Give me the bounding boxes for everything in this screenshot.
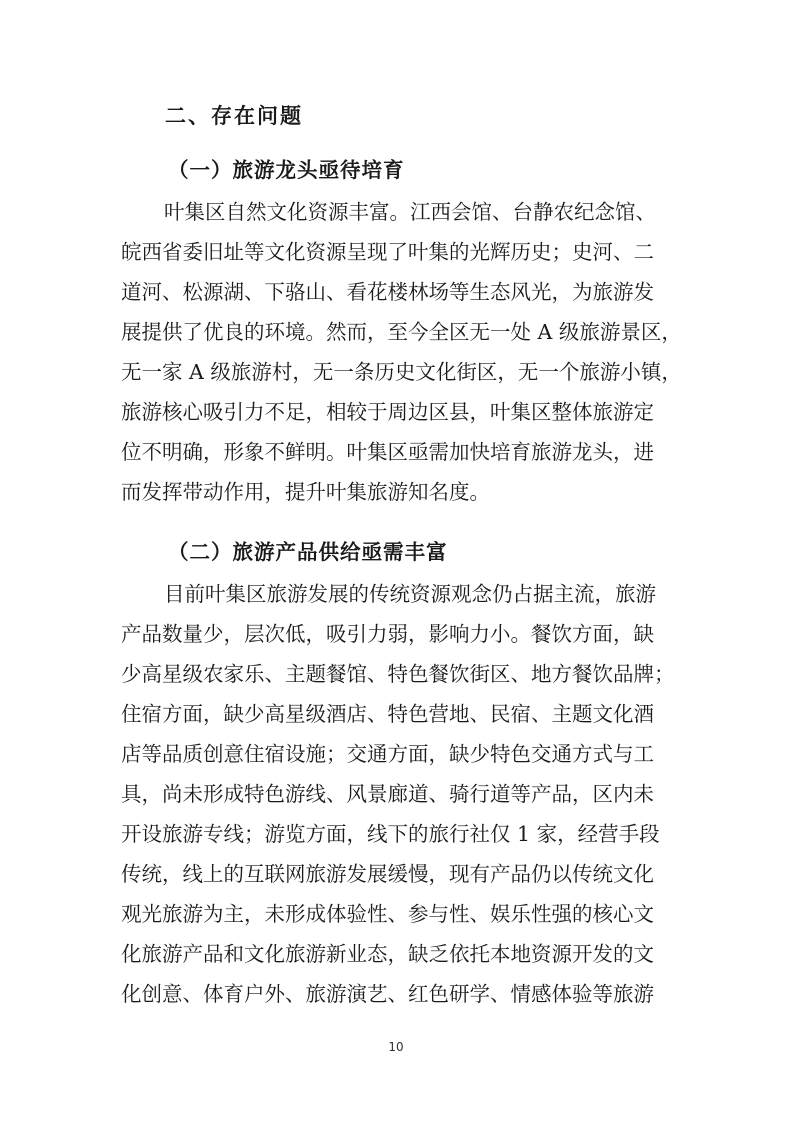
paragraph-line: 位不明确，形象不鲜明。叶集区亟需加快培育旅游龙头，进 xyxy=(121,440,654,464)
paragraph-line: 住宿方面，缺少高星级酒店、特色营地、民宿、主题文化酒 xyxy=(121,702,654,726)
paragraph-line: 开设旅游专线；游览方面，线下的旅行社仅 1 家，经营手段 xyxy=(121,822,660,846)
subsection-heading-1: （一）旅游龙头亟待培育 xyxy=(168,158,405,182)
paragraph-line: 店等品质创意住宿设施；交通方面，缺少特色交通方式与工 xyxy=(121,742,654,766)
paragraph-line: 少高星级农家乐、主题餐馆、特色餐饮街区、地方餐饮品牌； xyxy=(121,662,675,686)
paragraph-line: 皖西省委旧址等文化资源呈现了叶集的光辉历史；史河、二 xyxy=(121,240,654,264)
paragraph-line: 化创意、体育户外、旅游演艺、红色研学、情感体验等旅游 xyxy=(121,982,654,1006)
paragraph-line: 产品数量少，层次低，吸引力弱，影响力小。餐饮方面，缺 xyxy=(121,622,654,646)
paragraph-line: 道河、松源湖、下骆山、看花楼林场等生态风光，为旅游发 xyxy=(121,280,654,304)
paragraph-line: 化旅游产品和文化旅游新业态，缺乏依托本地资源开发的文 xyxy=(121,942,654,966)
paragraph-line: 展提供了优良的环境。然而，至今全区无一处 A 级旅游景区， xyxy=(121,320,682,344)
subsection-heading-2: （二）旅游产品供给亟需丰富 xyxy=(168,540,448,564)
paragraph-line: 目前叶集区旅游发展的传统资源观念仍占据主流，旅游 xyxy=(164,582,656,606)
paragraph-line: 无一家 A 级旅游村，无一条历史文化街区，无一个旅游小镇， xyxy=(121,360,682,384)
paragraph-line: 叶集区自然文化资源丰富。江西会馆、台静农纪念馆、 xyxy=(164,200,656,224)
paragraph-line: 而发挥带动作用，提升叶集旅游知名度。 xyxy=(121,480,490,504)
paragraph-line: 观光旅游为主，未形成体验性、参与性、娱乐性强的核心文 xyxy=(121,902,654,926)
paragraph-line: 旅游核心吸引力不足，相较于周边区县，叶集区整体旅游定 xyxy=(121,400,654,424)
section-heading: 二、存在问题 xyxy=(165,104,303,128)
paragraph-line: 具，尚未形成特色游线、风景廊道、骑行道等产品，区内未 xyxy=(121,782,654,806)
paragraph-line: 传统，线上的互联网旅游发展缓慢，现有产品仍以传统文化 xyxy=(121,862,654,886)
page-number: 10 xyxy=(388,1040,404,1054)
